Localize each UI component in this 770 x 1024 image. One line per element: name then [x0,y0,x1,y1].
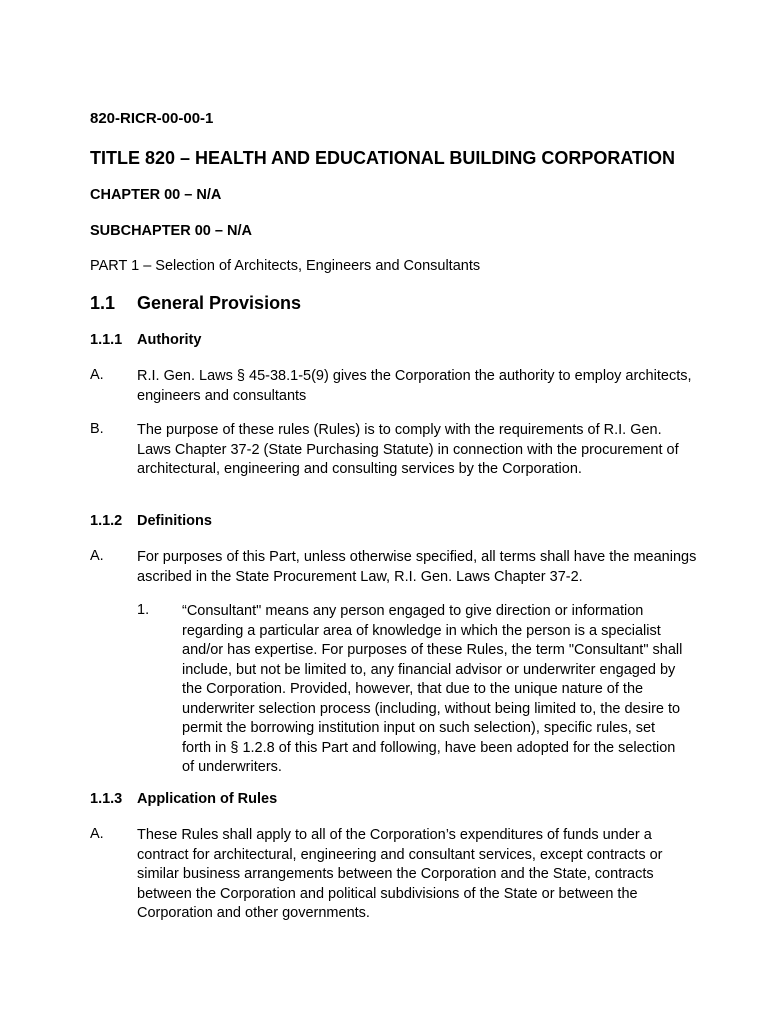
chapter-heading: CHAPTER 00 – N/A [90,187,222,203]
numbered-item-text: “Consultant" means any person engaged to give direction or information regarding a particular area of knowledge in which the person is a specialist and/or has expertise. For purposes of these Rules, the term "Consultant" shall include, but not be limited to, any financial advisor or underwriter engaged by the Corporation. Provided, however, that due to the unique nature of the underwriter selection process (including, without being limited to, the desire to permit the borrowing institution input on such selection), specific rules, set forth in § 1.2.8 of this Part and following, have been adopted for the selection of underwriters. [182,603,683,775]
item-text: These Rules shall apply to all of the Corporation’s expenditures of funds under a contract for architectural, engineering and consultant services, except contracts or similar business arrangements between the Corporation and the State, contracts between the Corporation and political subdivisions of the State or between the Corporation and other governments. [137,827,663,921]
document-title: TITLE 820 – HEALTH AND EDUCATIONAL BUILDING CORPORATION [90,148,676,168]
item-text: R.I. Gen. Laws § 45-38.1-5(9) gives the Corporation the authority to employ architects, engineers and consultants [137,368,692,404]
document-id: 820-RICR-00-00-1 [90,110,214,127]
section-title: General Provisions [137,293,302,313]
subsection-number-application: 1.1.3 [90,791,123,807]
subsection-number-definitions: 1.1.2 [90,513,123,529]
item-letter: A. [90,826,104,842]
subsection-title-authority: Authority [137,332,202,348]
item-text: The purpose of these rules (Rules) is to comply with the requirements of R.I. Gen. Laws Chapter 37-2 (State Purchasing Statute) in connection with the procurement of architectural, engineering and consulting services by the Corporation. [137,422,679,477]
subsection-number-authority: 1.1.1 [90,332,123,348]
subsection-title-definitions: Definitions [137,513,212,529]
subsection-title-application: Application of Rules [137,791,278,807]
item-letter: B. [90,421,104,437]
item-letter: A. [90,548,104,564]
section-number: 1.1 [90,293,116,313]
item-letter: A. [90,367,104,383]
part-heading: PART 1 – Selection of Architects, Engineers and Consultants [90,258,481,274]
item-text: For purposes of this Part, unless otherwise specified, all terms shall have the meanings ascribed in the State Procurement Law, R.I. Gen. Laws Chapter 37-2. [137,549,697,585]
numbered-item-marker: 1. [137,602,150,618]
subchapter-heading: SUBCHAPTER 00 – N/A [90,223,252,239]
